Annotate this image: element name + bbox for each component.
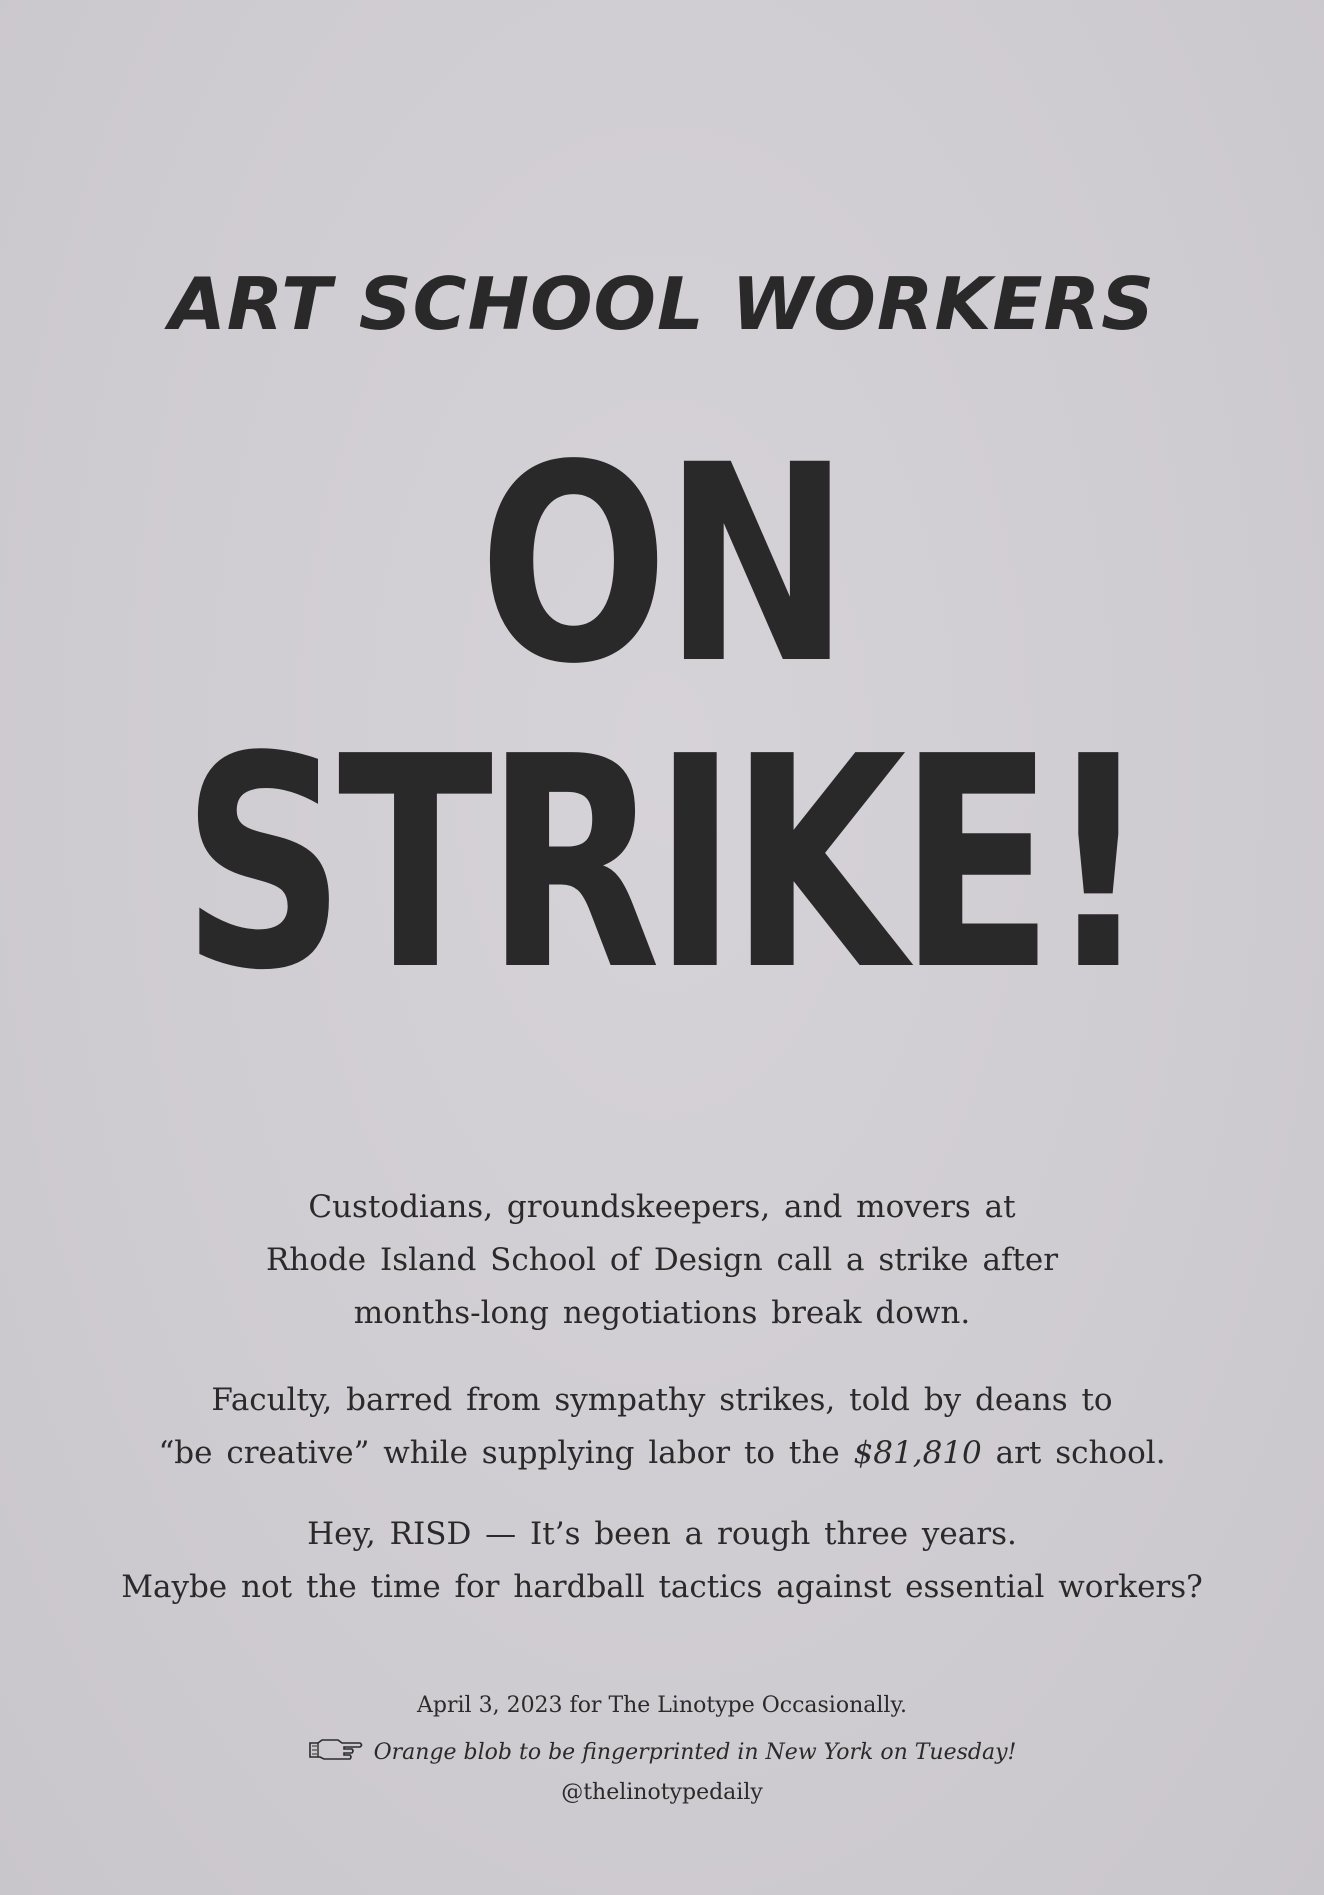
tuition-price: $81,810 <box>853 1435 982 1471</box>
paragraph-fragment: “be creative” while supplying labor to the <box>158 1435 854 1471</box>
headline-on: ON <box>478 408 846 724</box>
kicker-heading: ART SCHOOL WORKERS <box>168 262 1156 346</box>
paragraph-line: months-long negotiations break down. <box>353 1295 971 1331</box>
paragraph-line: Faculty, barred from sympathy strikes, told by deans to <box>211 1382 1113 1418</box>
paragraph-line: Maybe not the time for hardball tactics against essential workers? <box>121 1569 1203 1605</box>
headline-strike: STRIKE! <box>181 694 1143 1034</box>
credit-line: April 3, 2023 for The Linotype Occasionally. <box>417 1693 907 1718</box>
paragraph-faculty <box>0 1374 1324 1480</box>
paragraph-line: Hey, RISD — It’s been a rough three years. <box>307 1516 1017 1552</box>
paragraph-workers <box>0 1181 1324 1340</box>
paragraph-line: Custodians, groundskeepers, and movers at <box>308 1189 1016 1225</box>
paragraph-line <box>0 1427 1324 1480</box>
social-handle: @thelinotypedaily <box>561 1780 763 1805</box>
pointing-hand-icon <box>308 1737 364 1769</box>
note-line <box>0 1737 1324 1769</box>
paragraph-risd <box>0 1508 1324 1614</box>
paragraph-line: Rhode Island School of Design call a strike after <box>265 1242 1059 1278</box>
note-text: Orange blob to be fingerprinted in New York on Tuesday! <box>373 1740 1017 1765</box>
paragraph-fragment: art school. <box>981 1435 1166 1471</box>
